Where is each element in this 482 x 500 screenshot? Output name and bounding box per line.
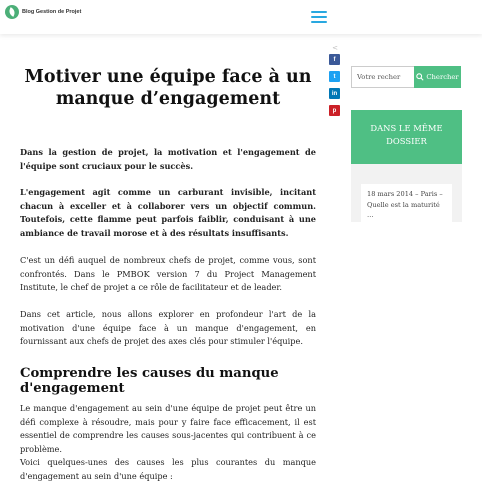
- search-input[interactable]: [351, 66, 414, 88]
- site-header: [0, 0, 482, 34]
- pinterest-icon: p: [332, 107, 337, 114]
- linkedin-icon: in: [331, 90, 338, 97]
- leaf-logo-icon: [5, 5, 19, 19]
- share-icon: <: [332, 44, 338, 52]
- page-title: Motiver une équipe face à un manque d’engagement: [24, 67, 312, 109]
- search-form: [351, 66, 461, 88]
- twitter-icon: t: [333, 73, 336, 80]
- body-paragraph-2: Dans cet article, nous allons explorer en profondeur l'art de la motivation d'une équipe face à un manque d'engagement, en fournissant aux chefs de projet des axes clés pour stimuler l'équipe.: [20, 309, 316, 347]
- article-header: [20, 66, 316, 110]
- facebook-share-button[interactable]: [329, 54, 340, 65]
- facebook-icon: f: [333, 56, 336, 63]
- intro-paragraph-2: L'engagement agit comme un carburant invisible, incitant chacun à exceller et à collaborer vers un objectif commun. Toutefois, cette flamme peut parfois faiblir, conduisant à une ambiance de travail morose et à des résultats insuffisants.: [20, 187, 316, 238]
- section-paragraph-2: Voici quelques-unes des causes les plus courantes du manque d'engagement au sein d'une équipe :: [20, 457, 316, 481]
- logo-text: Blog Gestion de Projet: [22, 9, 82, 15]
- intro-paragraph-1: Dans la gestion de projet, la motivation et l'engagement de l'équipe sont cruciaux pour le succès.: [20, 147, 316, 171]
- site-logo[interactable]: [5, 5, 81, 19]
- twitter-share-button[interactable]: [329, 71, 340, 82]
- search-button-label: Chercher: [426, 73, 459, 81]
- section-heading: Comprendre les causes du manque d'engagement: [20, 366, 279, 396]
- section-paragraph-1: Le manque d'engagement au sein d'une équipe de projet peut être un défi complexe à résoudre, mais pour y faire face efficacement, il est essentiel de comprendre les causes sous-jacentes qui contribuent à ce problème.: [20, 403, 316, 454]
- linkedin-share-button[interactable]: [329, 88, 340, 99]
- dossier-item-link[interactable]: 18 mars 2014 – Paris – Quelle est la maturité …: [361, 184, 452, 226]
- search-icon: [416, 73, 424, 81]
- share-bar: [329, 44, 341, 122]
- pinterest-share-button[interactable]: [329, 105, 340, 116]
- dossier-title: DANS LE MÊME DOSSIER: [351, 110, 462, 164]
- body-paragraph-1: C'est un défi auquel de nombreux chefs de projet, comme vous, sont confrontés. Dans le PMBOK version 7 du Project Management Institute, le chef de projet a ce rôle de facilitateur et de leader.: [20, 255, 316, 293]
- search-button[interactable]: [414, 66, 461, 88]
- hamburger-menu-icon[interactable]: [311, 11, 327, 23]
